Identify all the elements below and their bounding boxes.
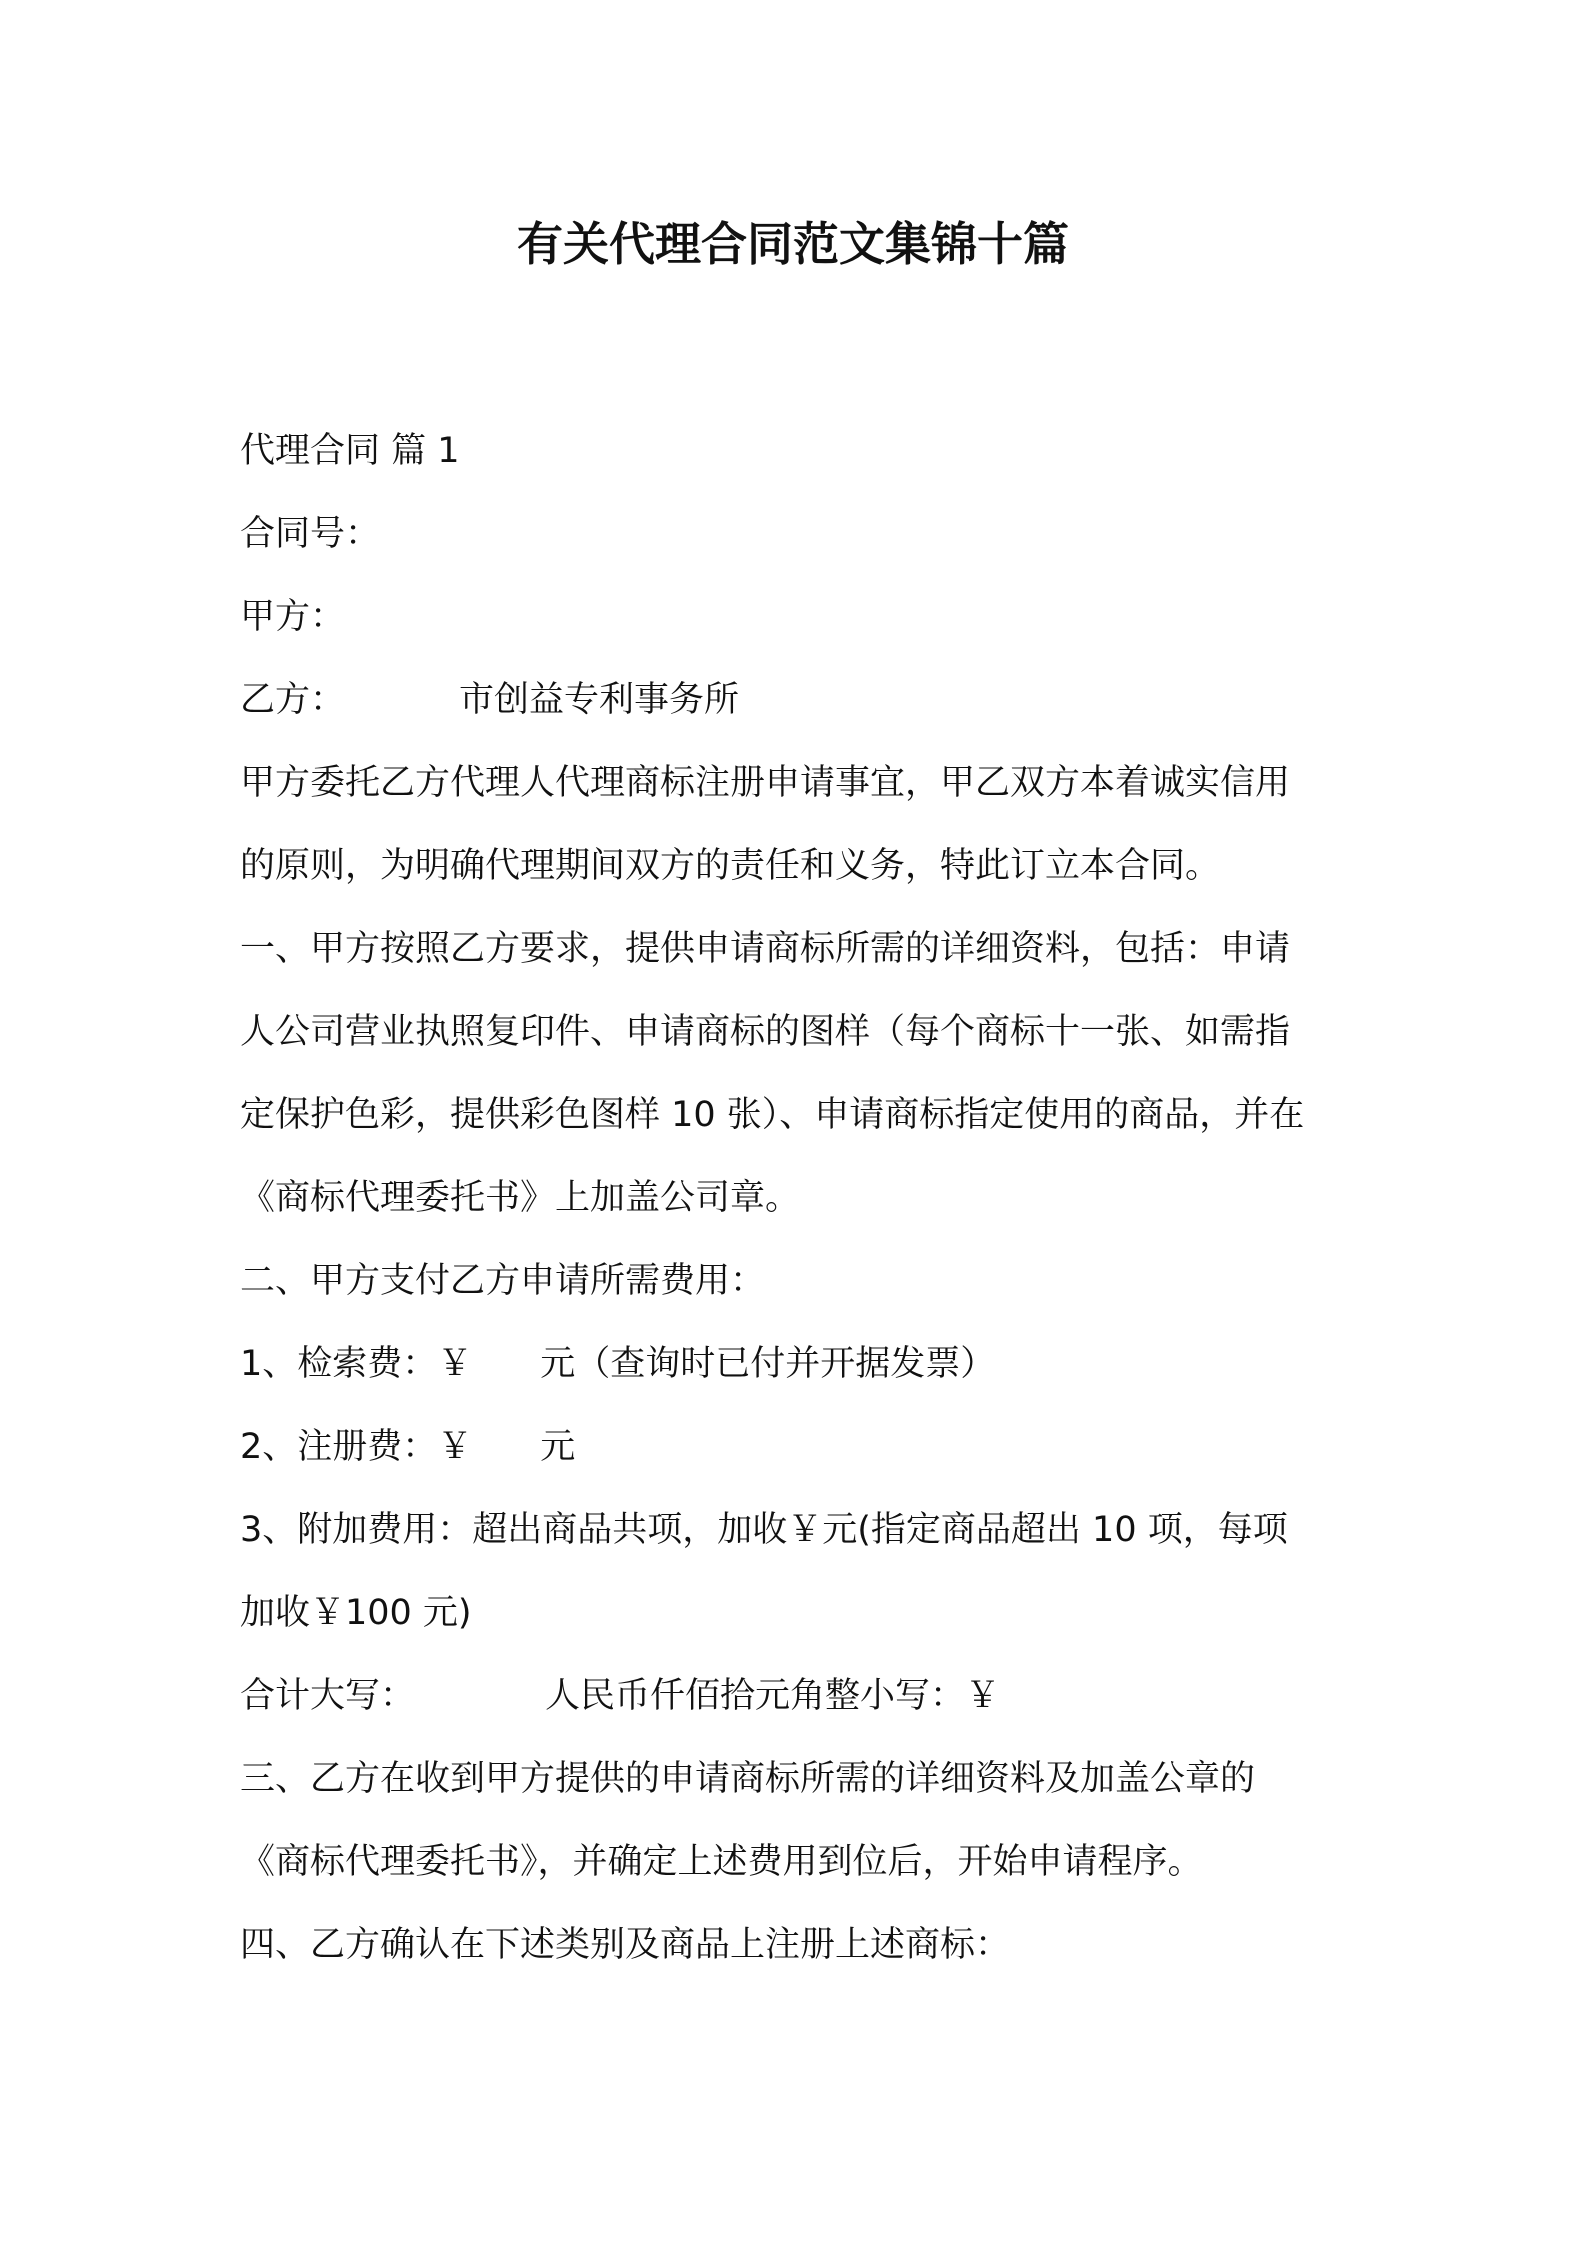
document-body bbox=[240, 410, 1360, 1987]
fee-search-label: 1、检索费：￥ bbox=[240, 1344, 473, 1384]
fee-registration-label: 2、注册费：￥ bbox=[240, 1427, 473, 1467]
clause-two-heading: 二、甲方支付乙方申请所需费用： bbox=[240, 1261, 766, 1301]
fee-registration-suffix: 元 bbox=[540, 1427, 576, 1467]
clause-one-line: 一、甲方按照乙方要求，提供申请商标所需的详细资料，包括：申请 bbox=[240, 929, 1291, 969]
fee-search-suffix: 元（查询时已付并开据发票） bbox=[540, 1344, 996, 1384]
clause-four-line: 四、乙方确认在下述类别及商品上注册上述商标： bbox=[240, 1925, 1011, 1965]
clause-one-line: 定保护色彩，提供彩色图样 10 张）、申请商标指定使用的商品，并在 bbox=[240, 1095, 1305, 1135]
section-heading: 代理合同 篇 1 bbox=[240, 431, 460, 471]
clause-three-line: 三、乙方在收到甲方提供的申请商标所需的详细资料及加盖公章的 bbox=[240, 1759, 1256, 1799]
intro-line: 甲方委托乙方代理人代理商标注册申请事宜，甲乙双方本着诚实信用 bbox=[240, 763, 1291, 803]
total-label: 合计大写： bbox=[240, 1676, 416, 1716]
party-b-name: 市创益专利事务所 bbox=[459, 680, 740, 720]
fee-additional-line: 3、附加费用：超出商品共项，加收￥元(指定商品超出 10 项，每项 bbox=[240, 1510, 1288, 1550]
clause-one-line: 人公司营业执照复印件、申请商标的图样（每个商标十一张、如需指 bbox=[240, 1012, 1291, 1052]
fee-search-line bbox=[240, 1323, 1360, 1406]
fee-additional-line: 加收￥100 元) bbox=[240, 1593, 472, 1633]
contract-number-label: 合同号： bbox=[240, 514, 381, 554]
intro-line: 的原则，为明确代理期间双方的责任和义务，特此订立本合同。 bbox=[240, 846, 1221, 886]
party-b-line bbox=[240, 659, 1360, 742]
party-a-label: 甲方： bbox=[240, 597, 346, 637]
party-b-label: 乙方： bbox=[240, 680, 346, 720]
document-title: 有关代理合同范文集锦十篇 bbox=[517, 217, 1069, 271]
total-value: 人民币仟佰拾元角整小写：￥ bbox=[545, 1676, 1001, 1716]
total-line bbox=[240, 1655, 1360, 1738]
clause-one-line: 《商标代理委托书》上加盖公司章。 bbox=[240, 1178, 801, 1218]
clause-three-line: 《商标代理委托书》，并确定上述费用到位后，开始申请程序。 bbox=[240, 1842, 1203, 1882]
fee-registration-line bbox=[240, 1406, 1360, 1489]
